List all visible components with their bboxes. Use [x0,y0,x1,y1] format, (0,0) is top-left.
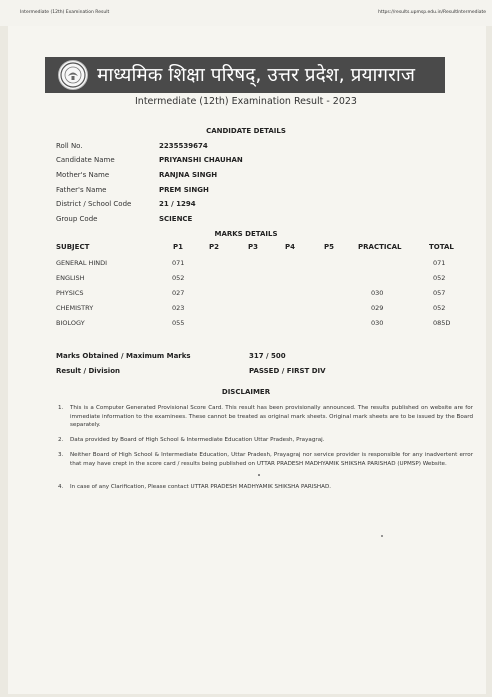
marks-details-heading: MARKS DETAILS [214,230,278,238]
marks-row-biology [0,319,492,329]
col-header-p2: P2 [209,243,220,251]
field-label: Group Code [56,215,98,223]
total-marks: 085D [433,319,451,327]
field-label: Father's Name [56,186,107,194]
board-name: माध्यमिक शिक्षा परिषद्, उत्तर प्रदेश, प्रयागराज [97,64,415,86]
col-header-p1: P1 [173,243,184,251]
print-page-title: Intermediate (12th) Examination Result [20,10,110,15]
total-marks: 052 [433,274,446,282]
disclaimer-item [58,483,473,492]
marks-row-physics [0,289,492,299]
disclaimer-number: 2. [58,437,64,443]
p1-marks: 023 [172,304,185,312]
total-marks: 057 [433,289,446,297]
disclaimer-number: 4. [58,484,64,490]
board-emblem-icon [58,60,88,90]
disclaimer-item [58,404,473,430]
field-label: Roll No. [56,142,83,150]
p1-marks: 055 [172,319,185,327]
disclaimer-heading: DISCLAIMER [221,388,271,396]
practical-marks: 030 [371,319,384,327]
p1-marks: 071 [172,259,185,267]
col-header-subject: SUBJECT [56,243,90,251]
practical-marks: 030 [371,289,384,297]
col-header-p3: P3 [248,243,259,251]
disclaimer-item [58,436,473,445]
disclaimer-text: This is a Computer Generated Provisional Score Card. This result has been provisionally announced. The results published on website are for immediate information to the examinees. These cannot be treated as original mark sheets. Original mark sheets are to be issued by the Board separately. [70,405,473,429]
print-header [0,0,492,26]
marks-row-english [0,274,492,284]
subject-name: BIOLOGY [56,319,85,327]
disclaimer-number: 3. [58,452,64,458]
subject-name: PHYSICS [56,289,84,297]
result-division-value: PASSED / FIRST DIV [249,367,326,375]
marks-row-chemistry [0,304,492,314]
field-label: Candidate Name [56,156,115,164]
print-url: https://results.upmsp.edu.in/ResultIntermediate [378,10,486,15]
field-value: PREM SINGH [159,186,209,194]
col-header-p4: P4 [285,243,296,251]
field-value: RANJNA SINGH [159,171,218,179]
col-header-total: TOTAL [429,243,454,251]
field-value: SCIENCE [159,215,193,223]
subject-name: CHEMISTRY [56,304,94,312]
paper-speck [381,535,383,537]
subject-name: GENERAL HINDI [56,259,108,267]
practical-marks: 029 [371,304,384,312]
col-header-practical: PRACTICAL [358,243,402,251]
p1-marks: 052 [172,274,185,282]
col-header-p5: P5 [324,243,335,251]
candidate-details-heading: CANDIDATE DETAILS [206,127,286,135]
exam-title: Intermediate (12th) Examination Result - 2023 [135,96,357,107]
field-label: Mother's Name [56,171,110,179]
p1-marks: 027 [172,289,185,297]
field-value: 2235539674 [159,142,208,150]
field-value: 21 / 1294 [159,200,196,208]
subject-name: ENGLISH [56,274,85,282]
disclaimer-text: Data provided by Board of High School & Intermediate Education Uttar Pradesh, Prayagraj. [70,437,325,443]
total-marks: 071 [433,259,446,267]
total-marks: 052 [433,304,446,312]
field-value: PRIYANSHI CHAUHAN [159,156,243,164]
disclaimer-text: In case of any Clarification, Please contact UTTAR PRADESH MADHYAMIK SHIKSHA PARISHAD. [70,484,332,490]
field-label: District / School Code [56,200,132,208]
paper-speck [258,474,260,476]
marks-obtained-value: 317 / 500 [249,352,286,360]
disclaimer-item [58,451,473,468]
marks-obtained-label: Marks Obtained / Maximum Marks [56,352,191,360]
result-division-label: Result / Division [56,367,120,375]
board-banner [45,57,445,93]
marks-row-general-hindi [0,259,492,269]
disclaimer-number: 1. [58,405,64,411]
disclaimer-text: Neither Board of High School & Intermediate Education, Uttar Pradesh, Prayagraj nor service provider is responsible for any inadvertent error that may have crept in the score card / results being published on UTTAR PRADESH MADHYAMIK SHIKSHA PARISHAD (UPMSP) Website. [70,452,473,467]
